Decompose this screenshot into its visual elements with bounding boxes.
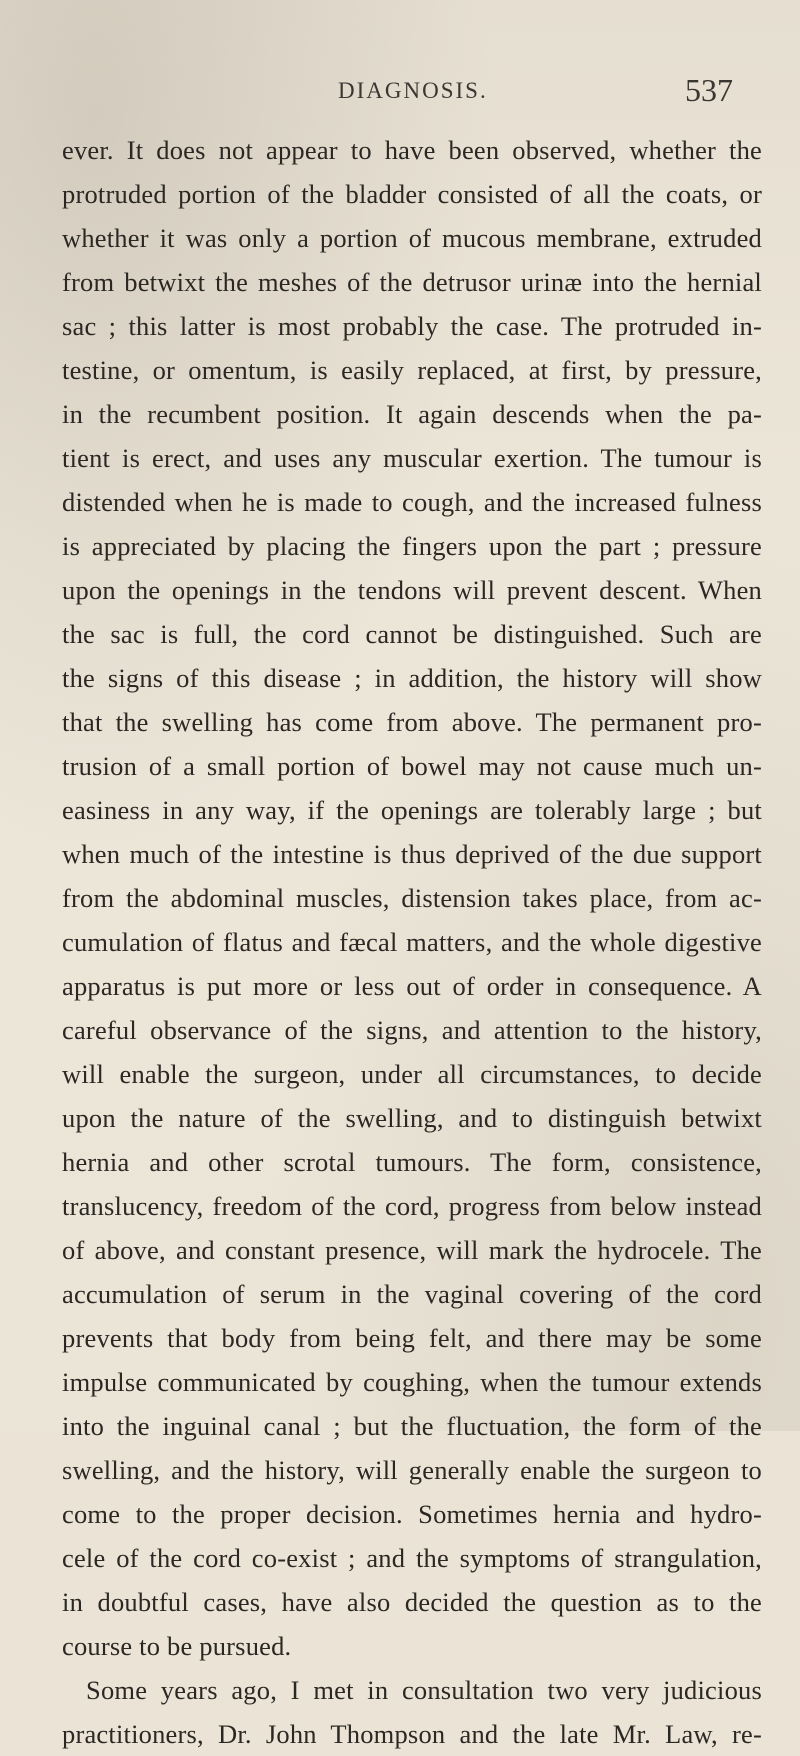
running-head: DIAGNOSIS.	[338, 78, 488, 103]
text-line: upon the nature of the swelling, and to distinguish betwixt	[62, 1103, 762, 1133]
paragraph-end-line: course to be pursued.	[62, 1631, 292, 1661]
paragraph-start-line: Some years ago, I met in consultation two very judicious	[86, 1675, 762, 1705]
text-line: apparatus is put more or less out of order in consequence. A	[62, 971, 762, 1001]
text-line: cele of the cord co-exist ; and the symptoms of strangulation,	[62, 1543, 762, 1573]
text-line: careful observance of the signs, and attention to the history,	[62, 1015, 762, 1045]
text-line: distended when he is made to cough, and the increased fulness	[62, 487, 762, 517]
text-line: is appreciated by placing the fingers upon the part ; pressure	[62, 531, 762, 561]
text-line: accumulation of serum in the vaginal covering of the cord	[62, 1279, 762, 1309]
text-line: testine, or omentum, is easily replaced, at first, by pressure,	[62, 355, 762, 385]
text-line: the sac is full, the cord cannot be distinguished. Such are	[62, 619, 762, 649]
text-line: practitioners, Dr. John Thompson and the late Mr. Law, re-	[62, 1719, 762, 1749]
text-line: into the inguinal canal ; but the fluctuation, the form of the	[62, 1411, 762, 1441]
body-text	[62, 128, 762, 1756]
page-header	[0, 70, 800, 110]
text-line: protruded portion of the bladder consisted of all the coats, or	[62, 179, 762, 209]
text-line: trusion of a small portion of bowel may not cause much un-	[62, 751, 762, 781]
text-line: upon the openings in the tendons will prevent descent. When	[62, 575, 762, 605]
text-line: in the recumbent position. It again descends when the pa-	[62, 399, 762, 429]
text-line: that the swelling has come from above. The permanent pro-	[62, 707, 762, 737]
text-line: prevents that body from being felt, and there may be some	[62, 1323, 762, 1353]
text-line: come to the proper decision. Sometimes hernia and hydro-	[62, 1499, 762, 1529]
text-line: the signs of this disease ; in addition, the history will show	[62, 663, 762, 693]
text-line: from betwixt the meshes of the detrusor urinæ into the hernial	[62, 267, 762, 297]
page-number: 537	[685, 72, 733, 108]
text-line: sac ; this latter is most probably the case. The protruded in-	[62, 311, 762, 341]
text-line: from the abdominal muscles, distension takes place, from ac-	[62, 883, 762, 913]
text-line: cumulation of flatus and fæcal matters, and the whole digestive	[62, 927, 762, 957]
text-line: ever. It does not appear to have been observed, whether the	[62, 135, 762, 165]
text-line: when much of the intestine is thus deprived of the due support	[62, 839, 762, 869]
text-line: whether it was only a portion of mucous membrane, extruded	[62, 223, 762, 253]
text-line: translucency, freedom of the cord, progress from below instead	[62, 1191, 762, 1221]
text-line: in doubtful cases, have also decided the question as to the	[62, 1587, 762, 1617]
text-line: tient is erect, and uses any muscular exertion. The tumour is	[62, 443, 762, 473]
text-line: swelling, and the history, will generally enable the surgeon to	[62, 1455, 762, 1485]
text-line: of above, and constant presence, will mark the hydrocele. The	[62, 1235, 762, 1265]
text-line: will enable the surgeon, under all circumstances, to decide	[62, 1059, 762, 1089]
text-line: easiness in any way, if the openings are tolerably large ; but	[62, 795, 762, 825]
text-line: impulse communicated by coughing, when the tumour extends	[62, 1367, 762, 1397]
text-line: hernia and other scrotal tumours. The form, consistence,	[62, 1147, 762, 1177]
